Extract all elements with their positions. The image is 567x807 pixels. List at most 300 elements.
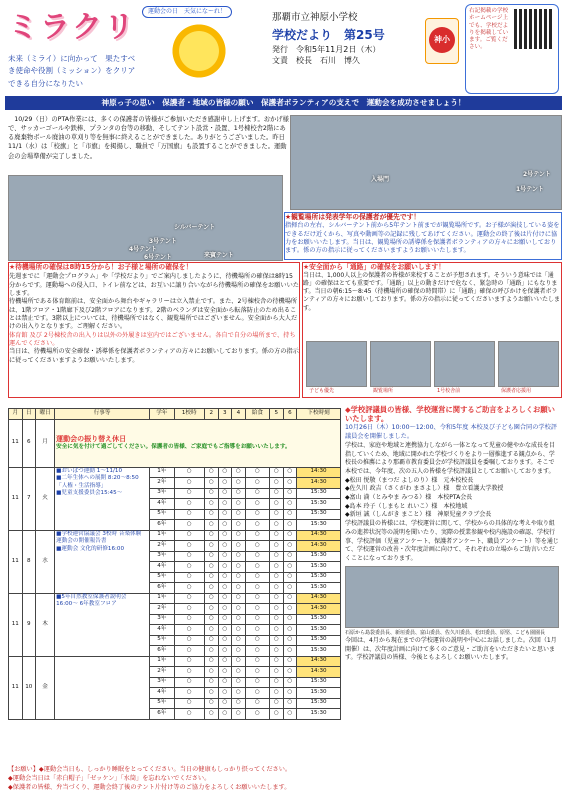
- period-cell: ○: [283, 478, 297, 489]
- period-cell: ○: [245, 667, 269, 678]
- period-cell: ○: [245, 593, 269, 604]
- event-text: ■おいばつ運動 1〜11/10: [56, 467, 123, 474]
- article-body: 学校評議員の皆様には、学校運営に関して、学校からの具体的な考えや取り組みの進捗状況等の説明を聞いたり、実際の授業参観や校内施設の確認、学校行事、学校評価（児童アンケート、保護者アンケート、職員アンケート）等を通じて、学校運営の改善・次年度計画に向けて、それぞれの立場からご助言いただくことになっております。: [345, 520, 559, 562]
- holiday-cell: [55, 419, 341, 467]
- period-cell: ○: [245, 614, 269, 625]
- period-cell: ○: [245, 709, 269, 720]
- photo-caption: 保護者応援用: [501, 388, 532, 394]
- period-cell: ○: [174, 698, 205, 709]
- period-cell: ○: [232, 667, 246, 678]
- event-text: 運動会の開催報告書: [56, 538, 107, 545]
- period-cell: ○: [245, 625, 269, 636]
- period-cell: ○: [218, 530, 232, 541]
- month-cell: 11: [9, 656, 23, 719]
- table-header-row: [9, 409, 341, 420]
- speech-bubble: 運動会の日 天気になーれ！: [142, 6, 232, 18]
- period-cell: ○: [174, 656, 205, 667]
- period-cell: ○: [232, 572, 246, 583]
- period-cell: ○: [174, 499, 205, 510]
- column-header: 5: [270, 409, 284, 420]
- period-cell: ○: [205, 499, 219, 510]
- period-cell: ○: [174, 478, 205, 489]
- event-cell: [55, 656, 150, 719]
- period-cell: ○: [270, 625, 284, 636]
- period-cell: ○: [205, 635, 219, 646]
- day-cell: 6: [22, 419, 36, 467]
- period-cell: ○: [232, 677, 246, 688]
- photo-caption: 子ども優先: [309, 388, 335, 394]
- period-cell: ○: [270, 530, 284, 541]
- period-cell: ○: [270, 562, 284, 573]
- period-cell: ○: [232, 530, 246, 541]
- photo-label: シルバーテント: [174, 224, 216, 231]
- month-cell: 11: [9, 530, 23, 593]
- period-cell: ○: [205, 593, 219, 604]
- event-text: ■学校運営協議会 3校時 音楽体験: [56, 530, 142, 537]
- qr-caption: 右記掲載の学校ホームページ上でも、学校だよりを掲載しています。ご覧ください。: [469, 8, 509, 51]
- period-cell: ○: [270, 520, 284, 531]
- column-header: 3: [218, 409, 232, 420]
- dismissal-cell: 14:30: [297, 467, 341, 478]
- period-cell: ○: [218, 488, 232, 499]
- month-cell: 11: [9, 467, 23, 530]
- period-cell: ○: [218, 698, 232, 709]
- photo-caption: 1号校舎前: [437, 388, 461, 394]
- period-cell: ○: [218, 646, 232, 657]
- school-name: 那覇市立神原小学校: [272, 12, 358, 23]
- period-cell: ○: [174, 646, 205, 657]
- grade-cell: 1年: [150, 530, 174, 541]
- period-cell: ○: [270, 467, 284, 478]
- dismissal-cell: 14:30: [297, 478, 341, 489]
- period-cell: ○: [174, 688, 205, 699]
- period-cell: ○: [232, 520, 246, 531]
- period-cell: ○: [218, 509, 232, 520]
- notice-body: 指揮台の左右、シルバーテント前から5年テント前までが観覧場所です。お子様が演技している姿をできるだけ近くから、写真や動画等の記録に残してあげてください。運動会の終了後は片付けに協力をお願いいたします。当日は、観覧場所の誘導係を保護者ボランティアの方々にお願いしております。係の方の指示に従ってくださいますようお願いいたします。: [285, 222, 560, 255]
- period-cell: ○: [245, 688, 269, 699]
- period-cell: ○: [270, 488, 284, 499]
- period-cell: ○: [270, 698, 284, 709]
- notice-title: ★安全面から「通路」の確保をお願いします！: [303, 263, 446, 271]
- intro-paragraph: 10/29（日）のPTA作業には、多くの保護者の皆様がご参加いただき感謝申し上げます。おかげ様で、サッカーゴールや鉄棒、プランタの台等の移動、そしてテント設営・設置、1号棟校舎2階にある廃棄物ボール廃油の草刈り等を無事に終えることができました。ありがとうございました。昨日11/1（水）は「校旗」と「市旗」を掲揚し、職員で「万国旗」も設置することができました。運動会の会場準備が完了しました。: [8, 116, 289, 160]
- grade-cell: 5年: [150, 509, 174, 520]
- qr-code-icon[interactable]: [514, 9, 554, 49]
- period-cell: ○: [174, 520, 205, 531]
- period-cell: ○: [205, 530, 219, 541]
- period-cell: ○: [174, 467, 205, 478]
- period-cell: ○: [283, 562, 297, 573]
- column-header: 曜日: [36, 409, 55, 420]
- period-cell: ○: [283, 698, 297, 709]
- grade-cell: 5年: [150, 635, 174, 646]
- dismissal-cell: 15:30: [297, 635, 341, 646]
- dismissal-cell: 14:30: [297, 604, 341, 615]
- period-cell: ○: [283, 583, 297, 594]
- period-cell: ○: [205, 572, 219, 583]
- period-cell: ○: [205, 551, 219, 562]
- weekday-cell: 金: [36, 656, 55, 719]
- period-cell: ○: [245, 530, 269, 541]
- period-cell: ○: [232, 488, 246, 499]
- month-cell: 11: [9, 419, 23, 467]
- notice-body: 待機場所である体育館前は、安全面から舞台やギャラリーは立入禁止です。また、2号棟校舎の待機場所は、1階フロア・1階廊下及び2階フロアになります。2階のベランダは安全面から転落防止のため出ることは禁止です。3階以上については、待機場所ではなく、観覧場所ではございません。安全面から大人だけの出入りとなります。ご理解ください。: [9, 298, 298, 331]
- weekly-schedule-table: [8, 408, 341, 720]
- period-cell: ○: [205, 478, 219, 489]
- column-header: 学年: [150, 409, 174, 420]
- grade-cell: 1年: [150, 467, 174, 478]
- period-cell: ○: [232, 499, 246, 510]
- qr-panel: [465, 4, 559, 94]
- photo-label: 1号テント: [516, 186, 544, 193]
- grade-cell: 2年: [150, 541, 174, 552]
- sunflower-illustration: [168, 20, 230, 82]
- period-cell: ○: [245, 551, 269, 562]
- article-body: 今回は、4月から現在までの学校運営の説明や中心にお話しました。次回（1月開催）は、次年度計画に向けて多くのご意見・ご助言をいただきたいと思います。学校評議員の皆様、今後ともよろしくお願いいたします。: [345, 636, 557, 662]
- period-cell: ○: [174, 593, 205, 604]
- photo-label: 入場門: [371, 176, 390, 183]
- member-item: ◆富山 満（とみやま みつる）様 本校PTA会長: [345, 494, 473, 502]
- period-cell: ○: [174, 677, 205, 688]
- period-cell: ○: [205, 667, 219, 678]
- member-item: ◆新垣 誠（しんがき まこと）様 神原児童クラブ会長: [345, 511, 492, 519]
- article-title: ◆学校評議員の皆様、学校運営に関するご助言をよろしくお願いいたします。: [345, 405, 555, 424]
- period-cell: ○: [218, 709, 232, 720]
- period-cell: ○: [270, 593, 284, 604]
- photo-caption: 石原から島袋委員長、新垣委員、富山委員、佐久川委員、松田委員、原堅、こども園園長: [345, 629, 546, 636]
- period-cell: ○: [174, 583, 205, 594]
- column-header: 行事等: [55, 409, 150, 420]
- period-cell: ○: [270, 583, 284, 594]
- period-cell: ○: [174, 625, 205, 636]
- member-item: ◆松田 悦敬（まつだ よしのり）様 元本校校長: [345, 476, 474, 484]
- column-header: 4: [232, 409, 246, 420]
- notice-body: 体育館 及び 2号棟校舎の出入りは以外の外履きは室内ではございません。各自で自分の場所まで、持ち運んでください。: [9, 331, 296, 348]
- period-cell: ○: [245, 562, 269, 573]
- period-cell: ○: [174, 572, 205, 583]
- dismissal-cell: 15:30: [297, 625, 341, 636]
- period-cell: ○: [218, 667, 232, 678]
- motto-line: き使命や役割（ミッション）をクリア: [8, 66, 136, 76]
- dismissal-cell: 15:30: [297, 583, 341, 594]
- photo-label: 2号テント: [523, 171, 551, 178]
- event-text: ■児童支援委員会15:45〜: [56, 490, 123, 497]
- dismissal-cell: 15:30: [297, 688, 341, 699]
- issue-date: 発行 令和5年11月2日（木）: [272, 45, 381, 54]
- motto-line: 未来（ミライ）に向かって 果たすべ: [8, 53, 136, 63]
- period-cell: ○: [205, 509, 219, 520]
- grade-cell: 1年: [150, 593, 174, 604]
- grade-cell: 3年: [150, 677, 174, 688]
- period-cell: ○: [218, 635, 232, 646]
- event-text: ■運動会 文化的研修16:00: [56, 545, 125, 552]
- event-text: ■5年自然教室保護者説明会 16:00〜 6年教室フロア: [56, 593, 127, 608]
- period-cell: ○: [283, 467, 297, 478]
- tents-photo: [8, 175, 283, 261]
- period-cell: ○: [245, 509, 269, 520]
- period-cell: ○: [283, 646, 297, 657]
- passage-photo: [306, 341, 367, 387]
- period-cell: ○: [205, 709, 219, 720]
- period-cell: ○: [245, 583, 269, 594]
- weekday-cell: 木: [36, 593, 55, 656]
- period-cell: ○: [218, 688, 232, 699]
- dismissal-cell: 15:30: [297, 551, 341, 562]
- grade-cell: 2年: [150, 604, 174, 615]
- period-cell: ○: [232, 604, 246, 615]
- period-cell: ○: [218, 656, 232, 667]
- photo-label: 6号テント: [144, 254, 172, 261]
- period-cell: ○: [232, 583, 246, 594]
- field-photo: [290, 115, 562, 210]
- period-cell: ○: [174, 604, 205, 615]
- photo-label: 4号テント: [129, 246, 157, 253]
- period-cell: ○: [283, 677, 297, 688]
- article-date: 10月26日（木）10:00〜12:00、令和5年度 本校及び子ども園合同の学校評議員会を開催しました。: [345, 423, 557, 440]
- article-body: 学校は、家庭や地域と連携協力しながら一体となって児童の健やかな成長を目指していくため、地域に開かれた学校づくりをより一層推進する観点から、学校長の推薦により那覇市教育委員会が学校評議員を委嘱しております。そこで本校では、今年度、次の五人の皆様を学校評議員としてお願いしております。: [345, 441, 556, 475]
- viewing-area-notice: [284, 212, 562, 260]
- period-cell: ○: [205, 488, 219, 499]
- grade-cell: 3年: [150, 551, 174, 562]
- period-cell: ○: [245, 604, 269, 615]
- table-row: [9, 467, 341, 478]
- photo-label: 来賓テント: [204, 252, 234, 259]
- dismissal-cell: 14:30: [297, 541, 341, 552]
- member-item: ◆島本 玲子（しまもと れいこ）様 本校地域: [345, 502, 468, 510]
- period-cell: ○: [232, 541, 246, 552]
- period-cell: ○: [245, 478, 269, 489]
- period-cell: ○: [245, 635, 269, 646]
- grade-cell: 3年: [150, 488, 174, 499]
- day-cell: 7: [22, 467, 36, 530]
- period-cell: ○: [232, 656, 246, 667]
- period-cell: ○: [218, 467, 232, 478]
- day-cell: 10: [22, 656, 36, 719]
- passage-notice: [302, 262, 562, 398]
- period-cell: ○: [205, 467, 219, 478]
- period-cell: ○: [205, 604, 219, 615]
- event-cell: [55, 467, 150, 530]
- period-cell: ○: [232, 625, 246, 636]
- period-cell: ○: [218, 583, 232, 594]
- period-cell: ○: [232, 593, 246, 604]
- period-cell: ○: [232, 478, 246, 489]
- notice-body: 当日は、待機場所の安全確保・誘導係を保護者ボランティアの方々にお願いしております。係の方の指示に従ってくださいますようお願いいたします。: [9, 348, 299, 364]
- grade-cell: 2年: [150, 667, 174, 678]
- period-cell: ○: [205, 656, 219, 667]
- period-cell: ○: [270, 656, 284, 667]
- passage-photo: [370, 341, 431, 387]
- period-cell: ○: [283, 551, 297, 562]
- grade-cell: 6年: [150, 709, 174, 720]
- period-cell: ○: [174, 541, 205, 552]
- period-cell: ○: [232, 635, 246, 646]
- councilor-article: [345, 405, 560, 663]
- period-cell: ○: [270, 688, 284, 699]
- period-cell: ○: [245, 698, 269, 709]
- period-cell: ○: [218, 625, 232, 636]
- period-cell: ○: [174, 551, 205, 562]
- school-seal-icon: [425, 18, 459, 64]
- period-cell: ○: [283, 656, 297, 667]
- period-cell: ○: [232, 709, 246, 720]
- column-header: 日: [22, 409, 36, 420]
- grade-cell: 5年: [150, 572, 174, 583]
- period-cell: ○: [205, 698, 219, 709]
- grade-cell: 2年: [150, 478, 174, 489]
- period-cell: ○: [232, 646, 246, 657]
- period-cell: ○: [245, 677, 269, 688]
- dismissal-cell: 15:30: [297, 646, 341, 657]
- period-cell: ○: [270, 635, 284, 646]
- period-cell: ○: [174, 562, 205, 573]
- column-header: 2: [205, 409, 219, 420]
- period-cell: ○: [174, 709, 205, 720]
- weekday-cell: 月: [36, 419, 55, 467]
- headline-banner: 神原っ子の思い 保護者・地域の皆様の願い 保護者ボランティアの支えで 運動会を成功させましょう！: [5, 96, 562, 110]
- event-cell: [55, 530, 150, 593]
- period-cell: ○: [218, 593, 232, 604]
- note-line: ◆保護者の皆様、弁当づくり、運動会終了後のテント片付け等のご協力をよろしくお願いいたします。: [8, 783, 291, 791]
- month-cell: 11: [9, 593, 23, 656]
- period-cell: ○: [232, 551, 246, 562]
- newsletter-title: 学校だより 第25号: [272, 27, 385, 42]
- period-cell: ○: [283, 625, 297, 636]
- period-cell: ○: [232, 562, 246, 573]
- table-row: [9, 419, 341, 467]
- period-cell: ○: [174, 488, 205, 499]
- period-cell: ○: [245, 656, 269, 667]
- period-cell: ○: [232, 688, 246, 699]
- period-cell: ○: [270, 677, 284, 688]
- period-cell: ○: [270, 614, 284, 625]
- period-cell: ○: [205, 614, 219, 625]
- period-cell: ○: [283, 593, 297, 604]
- period-cell: ○: [283, 614, 297, 625]
- day-cell: 9: [22, 593, 36, 656]
- grade-cell: 6年: [150, 520, 174, 531]
- grade-cell: 4年: [150, 562, 174, 573]
- motto-line: できる自分になりたい: [8, 79, 83, 88]
- dismissal-cell: 15:30: [297, 509, 341, 520]
- meeting-photo: [345, 566, 559, 628]
- passage-photo: [434, 341, 495, 387]
- period-cell: ○: [245, 520, 269, 531]
- dismissal-cell: 15:30: [297, 614, 341, 625]
- period-cell: ○: [218, 478, 232, 489]
- period-cell: ○: [218, 677, 232, 688]
- period-cell: ○: [283, 520, 297, 531]
- period-cell: ○: [270, 646, 284, 657]
- weekday-cell: 火: [36, 467, 55, 530]
- dismissal-cell: 15:30: [297, 698, 341, 709]
- dismissal-cell: 15:30: [297, 499, 341, 510]
- period-cell: ○: [283, 572, 297, 583]
- period-cell: ○: [174, 614, 205, 625]
- period-cell: ○: [270, 499, 284, 510]
- period-cell: ○: [245, 467, 269, 478]
- period-cell: ○: [232, 698, 246, 709]
- period-cell: ○: [205, 625, 219, 636]
- period-cell: ○: [283, 635, 297, 646]
- dismissal-cell: 14:30: [297, 593, 341, 604]
- period-cell: ○: [218, 572, 232, 583]
- period-cell: ○: [174, 667, 205, 678]
- period-cell: ○: [270, 667, 284, 678]
- grade-cell: 4年: [150, 625, 174, 636]
- photo-label: 3号テント: [149, 238, 177, 245]
- grade-cell: 6年: [150, 583, 174, 594]
- note-line: 【お願い】◆運動会当日も、しっかり睡眠をとってください。当日の健康もしっかり摂ってください。: [8, 766, 292, 773]
- period-cell: ○: [218, 562, 232, 573]
- author: 文責 校長 石川 博久: [272, 55, 360, 65]
- grade-cell: 1年: [150, 656, 174, 667]
- period-cell: ○: [205, 688, 219, 699]
- member-item: ◆佐久川 政吉（さくがわ まさよし）様 豊立看護大学教授: [345, 485, 504, 493]
- period-cell: ○: [283, 541, 297, 552]
- table-row: [9, 656, 341, 667]
- period-cell: ○: [245, 499, 269, 510]
- photo-caption: 観覧場所: [373, 388, 394, 394]
- grade-cell: 6年: [150, 646, 174, 657]
- period-cell: ○: [245, 488, 269, 499]
- period-cell: ○: [205, 520, 219, 531]
- period-cell: ○: [205, 541, 219, 552]
- dismissal-cell: 15:30: [297, 488, 341, 499]
- period-cell: ○: [174, 509, 205, 520]
- weekday-cell: 水: [36, 530, 55, 593]
- period-cell: ○: [270, 541, 284, 552]
- waiting-area-notice: [8, 262, 300, 398]
- period-cell: ○: [283, 530, 297, 541]
- dismissal-cell: 15:30: [297, 677, 341, 688]
- period-cell: ○: [174, 530, 205, 541]
- grade-cell: 4年: [150, 688, 174, 699]
- event-text: ■二年生体への展開 8:20〜8:50「人権・生活指導」: [56, 475, 139, 489]
- period-cell: ○: [283, 667, 297, 678]
- period-cell: ○: [270, 572, 284, 583]
- event-text: 運動会の振り替え休日: [56, 434, 127, 443]
- event-cell: [55, 593, 150, 656]
- period-cell: ○: [283, 509, 297, 520]
- period-cell: ○: [218, 499, 232, 510]
- notice-title: ★待機場所の確保は8時15分から！お子様と場所の確保を！: [9, 263, 193, 271]
- dismissal-cell: 15:30: [297, 572, 341, 583]
- dismissal-cell: 15:30: [297, 520, 341, 531]
- period-cell: ○: [283, 499, 297, 510]
- newsletter-logo: ミラクリ: [8, 10, 136, 45]
- period-cell: ○: [205, 677, 219, 688]
- grade-cell: 4年: [150, 499, 174, 510]
- column-header: 給食: [245, 409, 269, 420]
- period-cell: ○: [205, 583, 219, 594]
- grade-cell: 3年: [150, 614, 174, 625]
- seal-text: 神小: [429, 27, 455, 53]
- column-header: 1校時: [174, 409, 205, 420]
- period-cell: ○: [245, 646, 269, 657]
- day-cell: 8: [22, 530, 36, 593]
- dismissal-cell: 14:30: [297, 530, 341, 541]
- period-cell: ○: [283, 488, 297, 499]
- table-row: [9, 530, 341, 541]
- period-cell: ○: [270, 509, 284, 520]
- period-cell: ○: [218, 520, 232, 531]
- masthead: [272, 12, 428, 90]
- period-cell: ○: [205, 646, 219, 657]
- column-header: 月: [9, 409, 23, 420]
- period-cell: ○: [283, 688, 297, 699]
- table-row: [9, 593, 341, 604]
- passage-photo: [498, 341, 559, 387]
